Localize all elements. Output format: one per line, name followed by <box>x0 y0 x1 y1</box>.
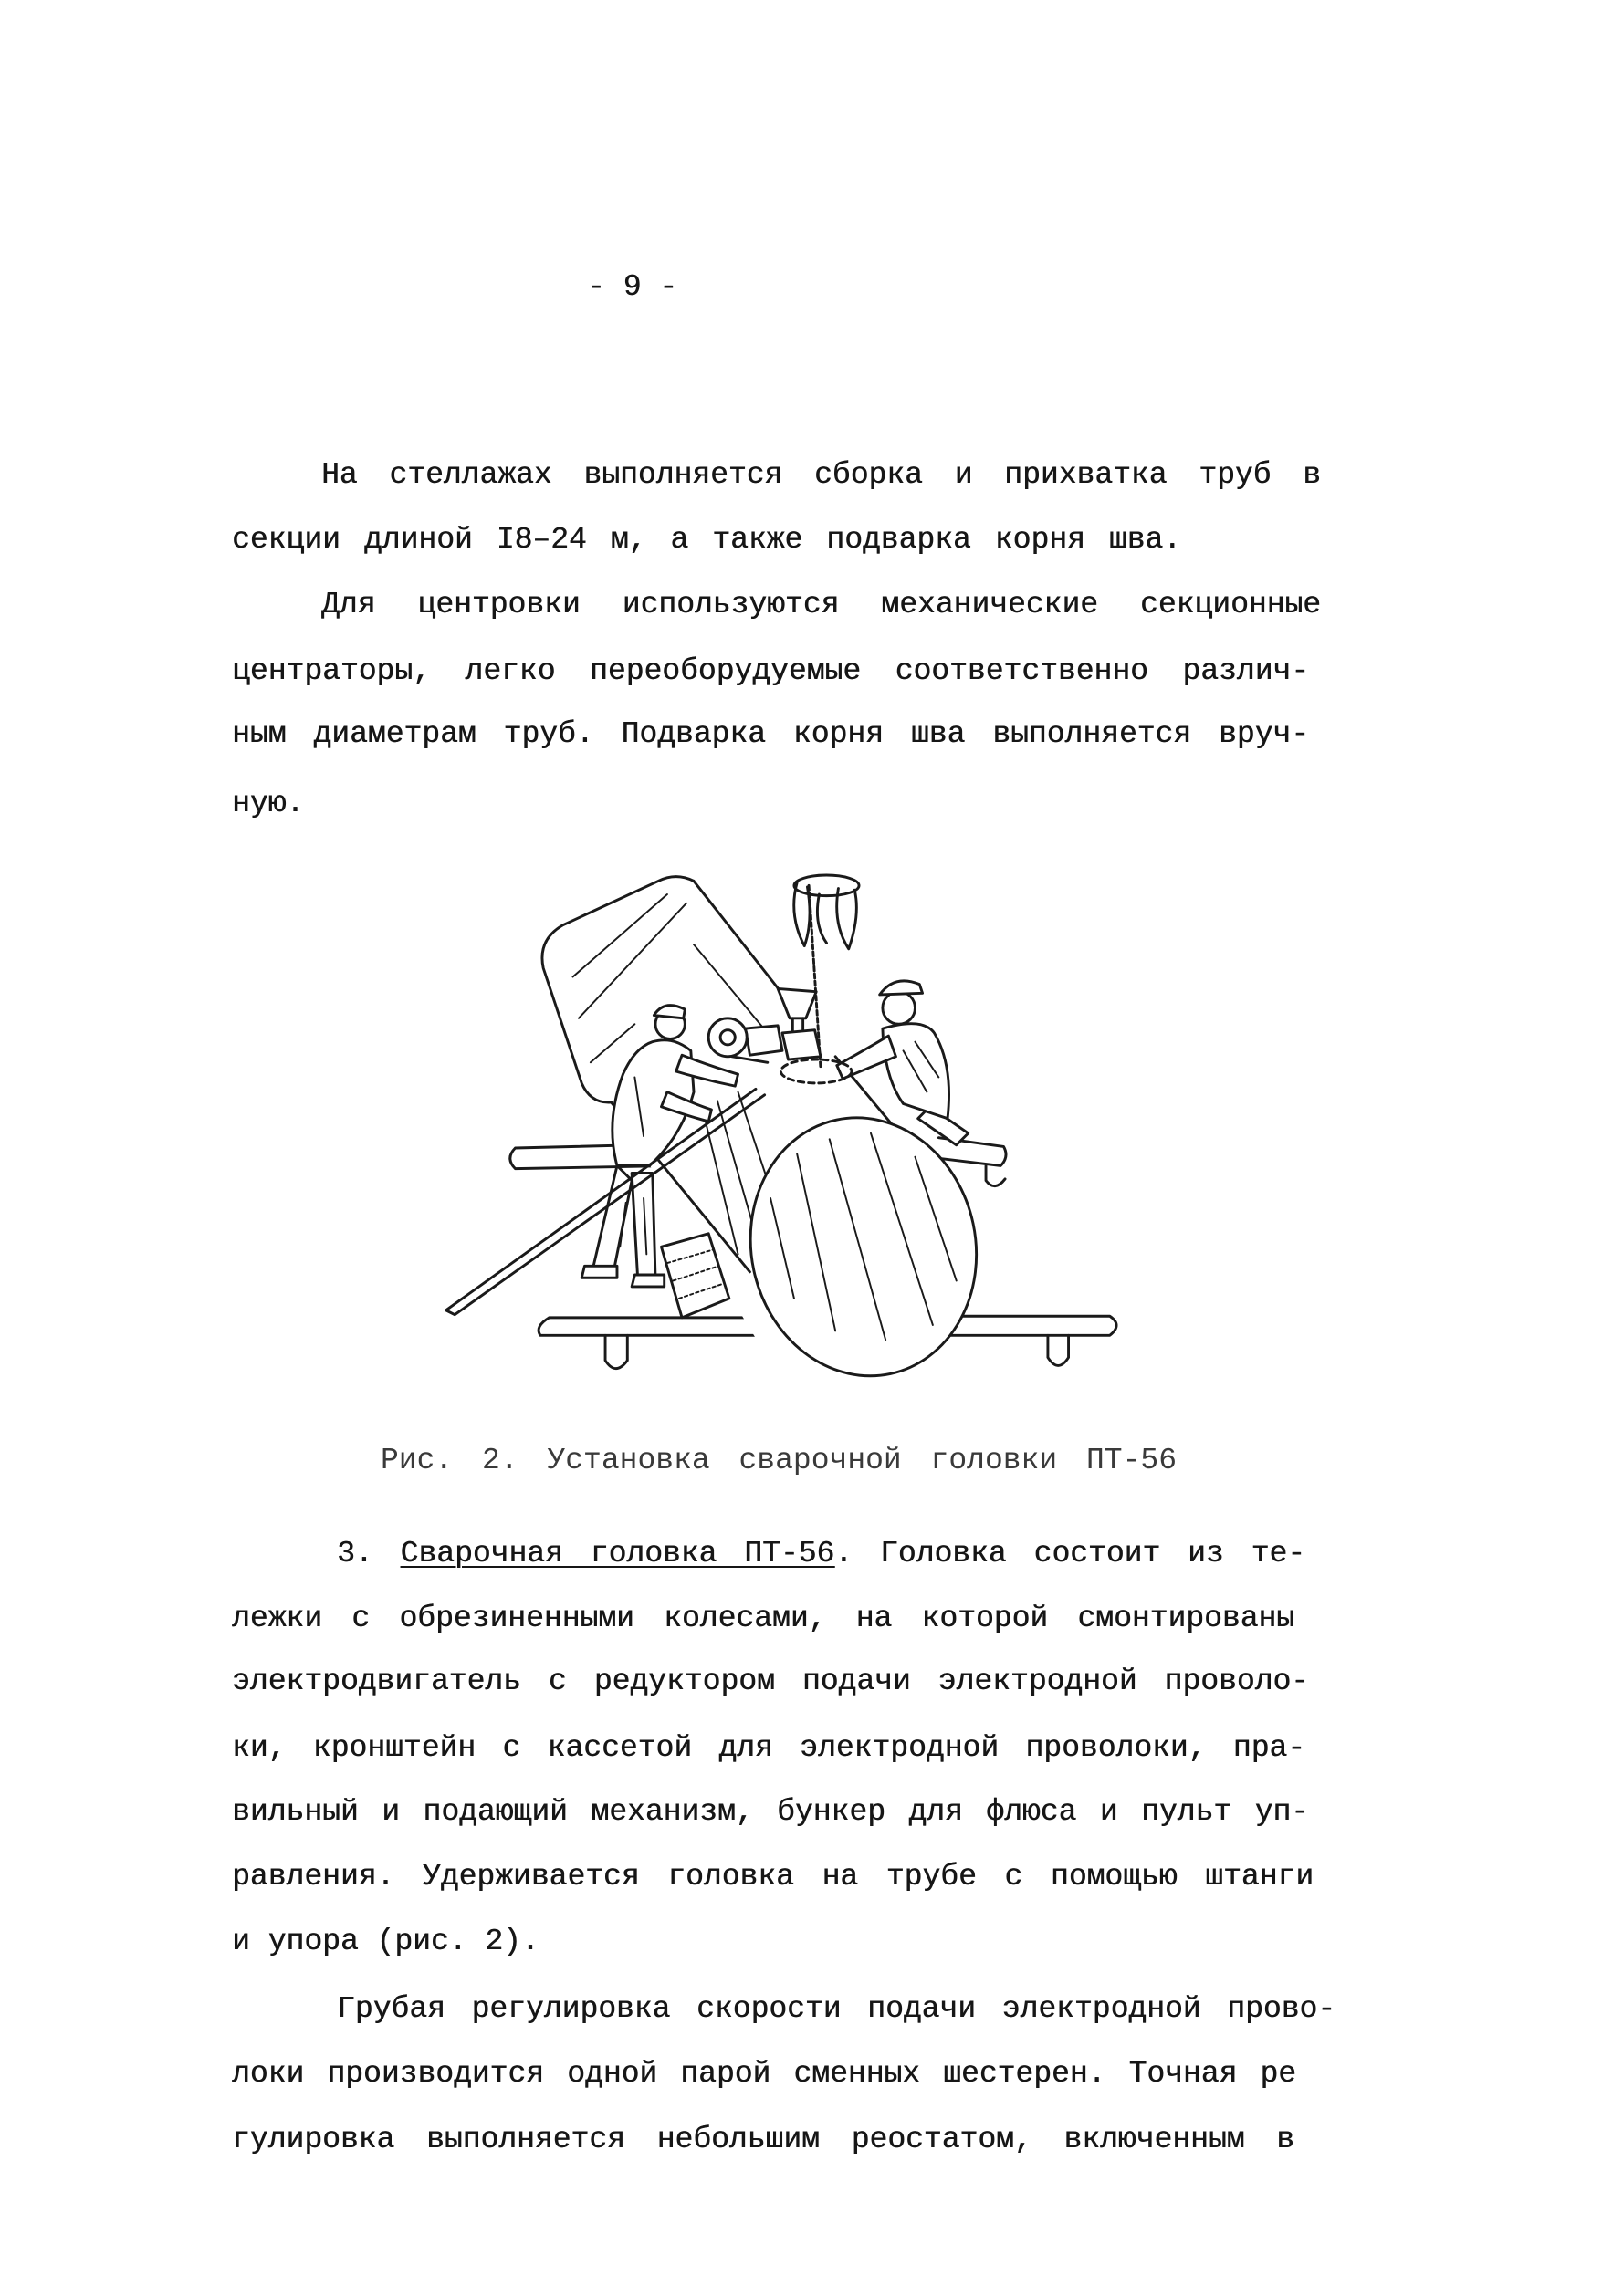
text-line: ную. <box>232 787 305 820</box>
section-heading-line <box>337 1536 1305 1572</box>
text-fragment: . Головка состоит из те- <box>834 1537 1305 1571</box>
text-line: локи производится одной парой сменных шестерен. Точная ре <box>232 2057 1296 2091</box>
text-line: секции длиной I8–24 м, а также подварка корня шва. <box>232 523 1181 557</box>
text-line: равления. Удерживается головка на трубе с помощью штанги <box>232 1860 1314 1894</box>
text-line: лежки с обрезиненными колесами, на которой смонтированы <box>232 1602 1294 1635</box>
figure-illustration-welding-head <box>428 856 1136 1402</box>
text-line: Грубая регулировка скорости подачи электродной прово- <box>337 1992 1335 2026</box>
text-line: гулировка выполняется небольшим реостатом, включенным в <box>232 2123 1294 2156</box>
section-number: 3. <box>337 1537 373 1571</box>
figure-caption: Рис. 2. Установка сварочной головки ПТ-56 <box>381 1444 1177 1477</box>
text-line: и упора (рис. 2). <box>232 1925 539 1958</box>
text-line: электродвигатель с редуктором подачи электродной проволо- <box>232 1665 1309 1698</box>
text-line: центраторы, легко переоборудуемые соответственно различ- <box>232 654 1309 688</box>
text-line: Для центровки используются механические секционные <box>321 588 1321 621</box>
text-line: На стеллажах выполняется сборка и прихватка труб в <box>321 458 1321 492</box>
text-line: ки, кронштейн с кассетой для электродной проволоки, пра- <box>232 1731 1305 1765</box>
section-heading: Сварочная головка ПТ-56 <box>400 1537 835 1571</box>
pipe <box>542 877 1000 1397</box>
text-line: вильный и подающий механизм, бункер для флюса и пульт уп- <box>232 1795 1309 1829</box>
text-line: ным диаметрам труб. Подварка корня шва выполняется вруч- <box>232 717 1309 751</box>
page-number: - 9 - <box>587 270 678 304</box>
